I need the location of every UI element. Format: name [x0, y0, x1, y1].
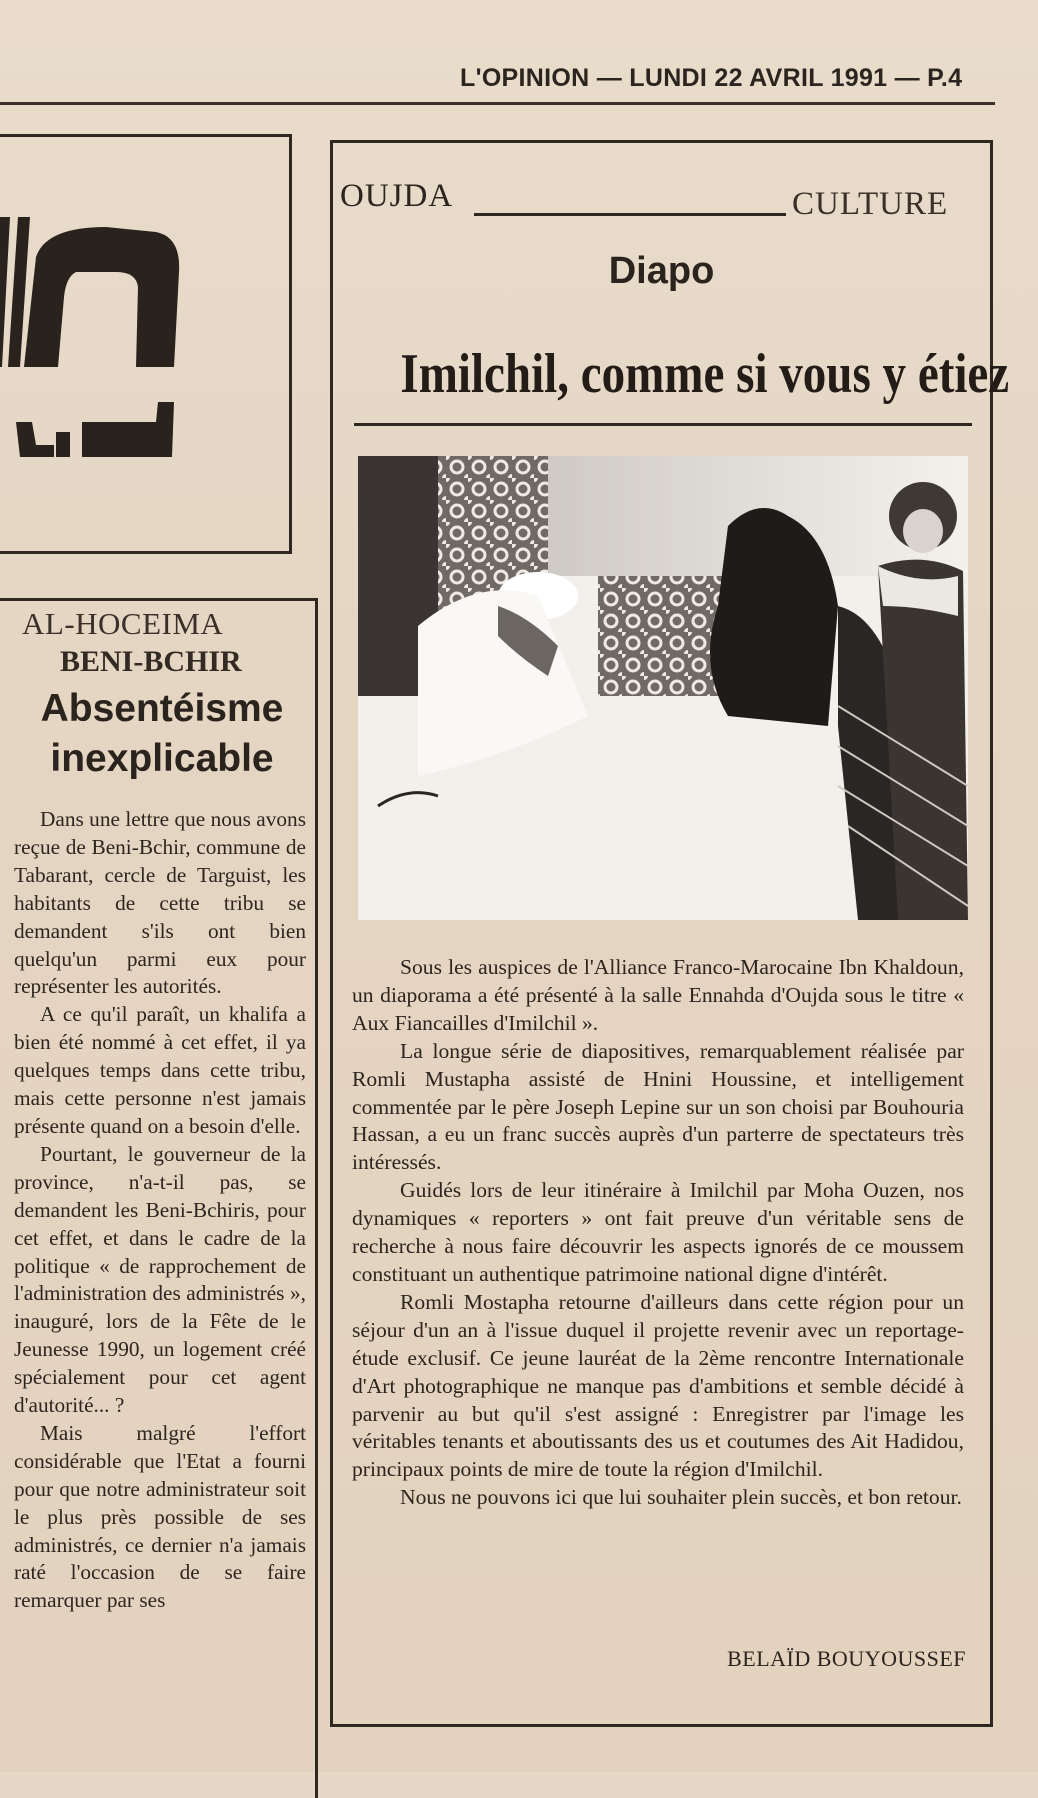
right-paragraph: Guidés lors de leur itinéraire à Imilchil par Moha Ouzen, nos dynamiques « reporters » ont fait preuve d'un véritable sens de recherche à nous faire découvrir les aspects ignorés de ce moussem constituant un authentique patrimoine national digne d'intérêt. — [352, 1178, 964, 1286]
left-kicker-place: BENI-BCHIR — [60, 645, 242, 678]
left-headline-line2: inexplicable — [50, 737, 274, 780]
logo-graphic — [0, 177, 196, 457]
right-paragraph: Romli Mostapha retourne d'ailleurs dans cette région pour un séjour d'un an à l'issue duquel il projette revenir avec un reportage-étude exclusif. Ce jeune lauréat de la 2ème rencontre Internationale d'Art photographique ne manque pas d'ambitions et semble décidé à parvenir au but qu'il s'est assigné : Enregistrer par l'image les véritables tenants et aboutissants des us et coutumes des Ait Hadidou, principaux points de mire de toute la région d'Imilchil. — [352, 1289, 964, 1482]
right-kicker: Diapo — [608, 250, 715, 292]
byline: BELAÏD BOUYOUSSEF — [727, 1646, 966, 1671]
article-photo — [358, 456, 968, 920]
headline-rule — [354, 423, 972, 426]
rubric-rule — [474, 213, 786, 216]
right-article-body — [352, 954, 964, 1512]
left-headline-line1: Absentéisme — [40, 687, 284, 730]
left-article-body — [14, 806, 306, 1615]
right-paragraph: Nous ne pouvons ici que lui souhaiter plein succès, et bon retour. — [400, 1485, 962, 1510]
rubric-city: OUJDA — [340, 178, 454, 214]
photo-illustration — [358, 456, 968, 920]
masthead-rule — [0, 102, 995, 105]
left-paragraph: Dans une lettre que nous avons reçue de Beni-Bchir, commune de Tabarant, cercle de Targuist, les habitants de cette tribu se demandent s'ils ont bien quelqu'un parmi eux pour représenter les autorités. — [14, 807, 306, 999]
left-paragraph: A ce qu'il paraît, un khalifa a bien été nommé à cet effet, il ya quelques temps dans cette tribu, mais cette personne n'est jamais présente quand on a besoin d'elle. — [14, 1002, 306, 1138]
left-headline — [12, 684, 312, 784]
left-paragraph: Pourtant, le gouverneur de la province, n'a-t-il pas, se demandent les Beni-Bchiris, pour cet effet, et dans le cadre de la politique « de rapprochement de l'administration des administrés », inauguré, lors de la Fête de le Jeunesse 1990, un logement créé spécialement pour cet agent d'autorité... ? — [14, 1141, 306, 1418]
left-kicker-region: AL-HOCEIMA — [22, 606, 224, 641]
right-headline: Imilchil, comme si vous y étiez — [400, 343, 1010, 405]
masthead: L'OPINION — LUNDI 22 AVRIL 1991 — P.4 — [460, 64, 963, 92]
right-paragraph: La longue série de diapositives, remarquablement réalisée par Romli Mustapha assisté de Hnini Houssine, et intelligement commentée par le père Joseph Lepine sur un son choisi par Bouhouria Hassan, a eu un franc succès auprès d'un parterre de spectateurs très intéressés. — [352, 1038, 964, 1175]
left-paragraph: Mais malgré l'effort considérable que l'Etat a fourni pour que notre administrateur soit le plus près possible de ses administrés, ce dernier n'a jamais raté l'occasion de se faire remarquer par ses — [14, 1420, 306, 1613]
right-paragraph: Sous les auspices de l'Alliance Franco-Marocaine Ibn Khaldoun, un diaporama a été présenté à la salle Ennahda d'Oujda sous le titre « Aux Fiancailles d'Imilchil ». — [352, 955, 964, 1035]
logo-box — [0, 134, 292, 554]
rubric-section: CULTURE — [792, 186, 949, 222]
